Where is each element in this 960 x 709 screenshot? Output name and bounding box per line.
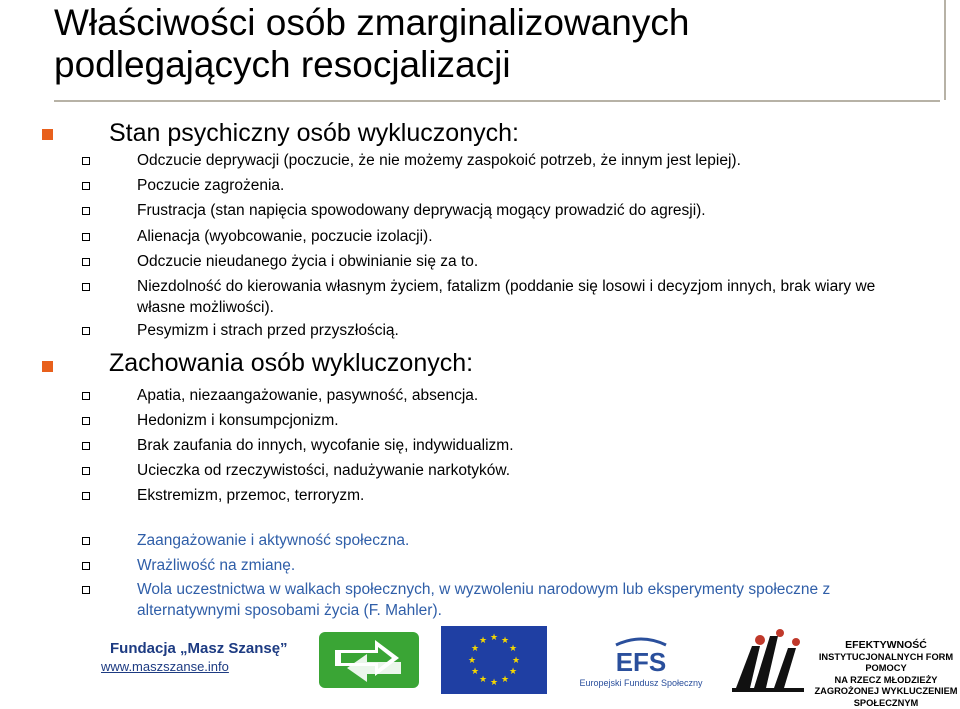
svg-text:★: ★	[511, 656, 521, 666]
efs-mark-text: EFS	[615, 647, 667, 677]
checkbox-bullet-icon	[82, 442, 90, 450]
checkbox-bullet-icon	[82, 157, 90, 165]
svg-text:★: ★	[478, 675, 488, 685]
efekt-line: INSTYTUCJONALNYCH FORM POMOCY	[818, 651, 954, 673]
people-logo-icon	[730, 628, 808, 696]
efs-caption: Europejski Fundusz Społeczny	[579, 678, 703, 688]
section-bullet-icon	[42, 361, 53, 372]
footer-org-name: Fundacja „Masz Szansę”	[110, 640, 288, 657]
list-item: Zaangażowanie i aktywność społeczna.	[137, 532, 410, 549]
efs-logo-icon	[576, 631, 706, 691]
list-item: Wola uczestnictwa w walkach społecznych, w wyzwoleniu narodowym lub eksperymenty społeczne z alternatywnymi sposobami życia (F. Mahler).	[137, 581, 831, 619]
checkbox-bullet-icon	[82, 417, 90, 425]
section-heading-1: Stan psychiczny osób wykluczonych:	[109, 119, 519, 147]
checkbox-bullet-icon	[82, 327, 90, 335]
checkbox-bullet-icon	[82, 562, 90, 570]
svg-text:★: ★	[508, 644, 518, 654]
efekt-project-caption	[812, 640, 960, 709]
footer-url-link[interactable]: www.maszszanse.info	[101, 659, 229, 674]
people-logo	[730, 628, 808, 696]
svg-text:★: ★	[489, 678, 499, 688]
list-item: Pesymizm i strach przed przyszłością.	[137, 322, 399, 339]
list-item: Odczucie nieudanego życia i obwinianie się za to.	[137, 253, 479, 270]
title-line-1: Właściwości osób zmarginalizowanych	[54, 2, 690, 43]
page-title	[54, 2, 934, 86]
list-item: Wrażliwość na zmianę.	[137, 557, 296, 574]
section-bullet-icon	[42, 129, 53, 140]
checkbox-bullet-icon	[82, 586, 90, 594]
list-item: Apatia, niezaangażowanie, pasywność, absencja.	[137, 387, 479, 404]
list-item: Odczucie deprywacji (poczucie, że nie możemy zaspokoić potrzeb, że innym jest lepiej).	[137, 152, 741, 169]
checkbox-bullet-icon	[82, 392, 90, 400]
list-item: Brak zaufania do innych, wycofanie się, indywidualizm.	[137, 437, 514, 454]
list-item: Frustracja (stan napięcia spowodowany deprywacją mogący prowadzić do agresji).	[137, 202, 706, 219]
checkbox-bullet-icon	[82, 207, 90, 215]
list-item: Alienacja (wyobcowanie, poczucie izolacji).	[137, 228, 433, 245]
svg-text:★: ★	[478, 636, 488, 646]
masz-szanse-arrows-logo	[315, 628, 423, 692]
checkbox-bullet-icon	[82, 283, 90, 291]
checkbox-bullet-icon	[82, 492, 90, 500]
efs-logo	[576, 631, 706, 691]
svg-text:★: ★	[489, 633, 499, 643]
list-item: Hedonizm i konsumpcjonizm.	[137, 412, 339, 429]
arrows-logo-icon	[315, 628, 423, 692]
list-item: Poczucie zagrożenia.	[137, 177, 285, 194]
list-item: Ucieczka od rzeczywistości, nadużywanie narkotyków.	[137, 462, 511, 479]
checkbox-bullet-icon	[82, 258, 90, 266]
svg-text:★: ★	[500, 636, 510, 646]
svg-text:★: ★	[467, 656, 477, 666]
svg-text:★: ★	[470, 667, 480, 677]
efekt-line: NA RZECZ MŁODZIEŻY	[834, 674, 938, 685]
list-item: Ekstremizm, przemoc, terroryzm.	[137, 487, 365, 504]
svg-text:★: ★	[470, 644, 480, 654]
checkbox-bullet-icon	[82, 467, 90, 475]
section-heading-2: Zachowania osób wykluczonych:	[109, 349, 474, 377]
svg-text:★: ★	[500, 675, 510, 685]
title-divider	[54, 100, 940, 102]
checkbox-bullet-icon	[82, 182, 90, 190]
efekt-line: ZAGROŻONEJ WYKLUCZENIEM SPOŁECZNYM	[814, 686, 958, 708]
title-side-divider	[944, 0, 946, 100]
checkbox-bullet-icon	[82, 537, 90, 545]
checkbox-bullet-icon	[82, 233, 90, 241]
title-line-2: podlegających resocjalizacji	[54, 44, 511, 85]
efekt-line: EFEKTYWNOŚĆ	[845, 639, 927, 651]
eu-flag-icon	[441, 626, 547, 694]
eu-flag-logo	[441, 626, 547, 694]
svg-text:★: ★	[508, 667, 518, 677]
list-item: Niezdolność do kierowania własnym życiem, fatalizm (poddanie się losowi i decyzjom innych, brak wiary we własne możliwości).	[137, 278, 876, 316]
